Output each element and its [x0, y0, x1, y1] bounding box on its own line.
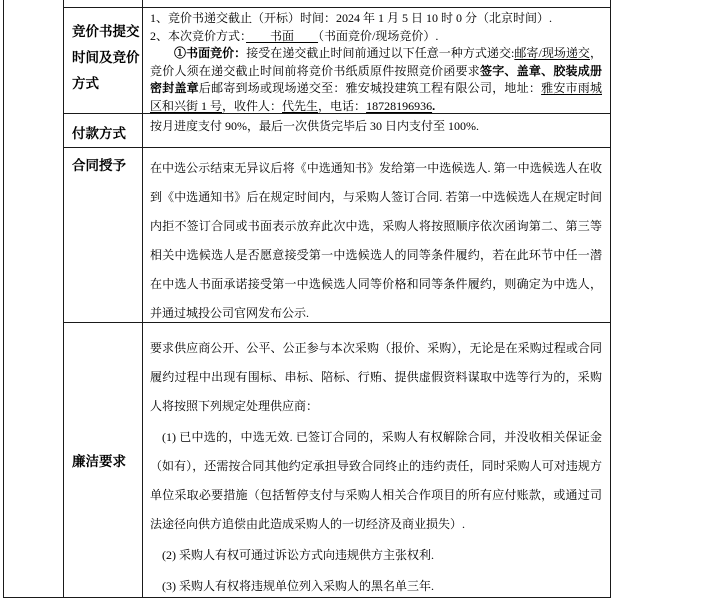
text-run: 要求供应商公开、公平、公正参与本次采购（报价、采购），无论是在采购过程或合同履约过程中出现有围标、串标、陪标、行贿、提供虚假资料谋取中选等行为的，采购人将按照下列规定处理供应商：: [150, 341, 602, 413]
text-run: 签字、盖章、胶装成册密封盖章: [150, 63, 602, 95]
row-header-bid-submission: [63, 7, 142, 113]
text-run: 后邮寄到场或现场递交至：雅安城投建筑工程有限公司，地址：: [198, 81, 542, 95]
row-header-line: 付款方式: [72, 126, 126, 141]
text-run: 邮寄/现场递交: [514, 46, 590, 60]
paragraph: [150, 154, 602, 328]
paragraph: [150, 334, 602, 421]
text-run: 1、竞价书递交截止（开标）时间：2024 年 1 月 5 日 10 时 0 分（北京时间）.: [150, 11, 553, 25]
paragraph: [150, 118, 602, 135]
row-header-contract-award: [63, 147, 142, 322]
text-run: 在中选公示结束无异议后将《中选通知书》发给第一中选候选人. 第一中选候选人在收到《中选通知书》后在规定时间内，与采购人签订合同. 若第一中选候选人在规定时间内拒不签订合同或书面表示放弃此次中选，采购人将按照顺序依次函询第二、第三等相关中选候选人是否愿意接受第一中选候选人的同等条件履约，若在此环节中任一潜在中选人书面承诺接受第一中选候选人同等价格和同等条件履约，则确定为中选人，并通过城投公司官网发布公示.: [150, 161, 602, 320]
text-run: 18728196936: [366, 98, 433, 113]
paragraph: [150, 541, 602, 570]
text-run: ，收件人：: [222, 98, 283, 113]
paragraph: [150, 423, 602, 539]
text-run: （书面竞价/现场竞价）.: [318, 28, 439, 43]
row-header-integrity-requirements: [63, 322, 142, 597]
row-content-payment-method: [142, 113, 610, 147]
text-run: ，电话：: [318, 98, 367, 113]
row-header-payment-method: [63, 113, 142, 147]
row-content-integrity-requirements: [142, 322, 610, 597]
row-header-line: 时间及竞价: [72, 50, 140, 65]
text-run: ，竞价人须在递交截止时间前将竞价书纸质原件按照竞价函要求: [150, 46, 602, 78]
text-run: 2、本次竞价方式：: [150, 28, 247, 43]
text-run: 接受在递交截止时间前通过以下任意一种方式递交:: [246, 46, 515, 60]
text-run: 代先生: [282, 98, 319, 113]
paragraph: [150, 572, 602, 601]
text-run: ①书面竞价：: [174, 46, 247, 60]
paragraph: [150, 28, 602, 46]
text-run: (2) 采购人有权可通过诉讼方式向违规供方主张权利.: [162, 548, 434, 562]
row-header-line: 合同授予: [72, 158, 126, 173]
text-run: 书面: [246, 28, 319, 43]
text-run: .: [432, 98, 436, 113]
text-run: 雅安市雨城区和兴街 1 号: [150, 81, 602, 113]
table-border-outer-right: [610, 0, 611, 597]
row-content-bid-submission: [142, 7, 610, 113]
row-header-line: 方式: [72, 76, 99, 91]
paragraph: [150, 45, 602, 115]
text-run: 按月进度支付 90%，最后一次供货完毕后 30 日内支付至 100%.: [150, 119, 479, 133]
row-header-line: 竞价书提交: [72, 24, 140, 39]
text-run: (3) 采购人有权将违规单位列入采购人的黑名单三年.: [162, 579, 434, 593]
table-border-outer-left: [3, 0, 4, 597]
row-content-contract-award: [142, 147, 610, 322]
row-header-line: 廉洁要求: [72, 453, 126, 469]
paragraph: [150, 10, 602, 28]
text-run: (1) 已中选的，中选无效. 已签订合同的，采购人有权解除合同，并没收相关保证金（如有），还需按合同其他约定承担导致合同终止的违约责任，同时采购人可对违规方单位采取必要措施（包括暂停支付与采购人相关合作项目的所有应付账款，或通过司法途径向供方追偿由此造成采购人的一切经济及商业损失）.: [150, 430, 602, 531]
